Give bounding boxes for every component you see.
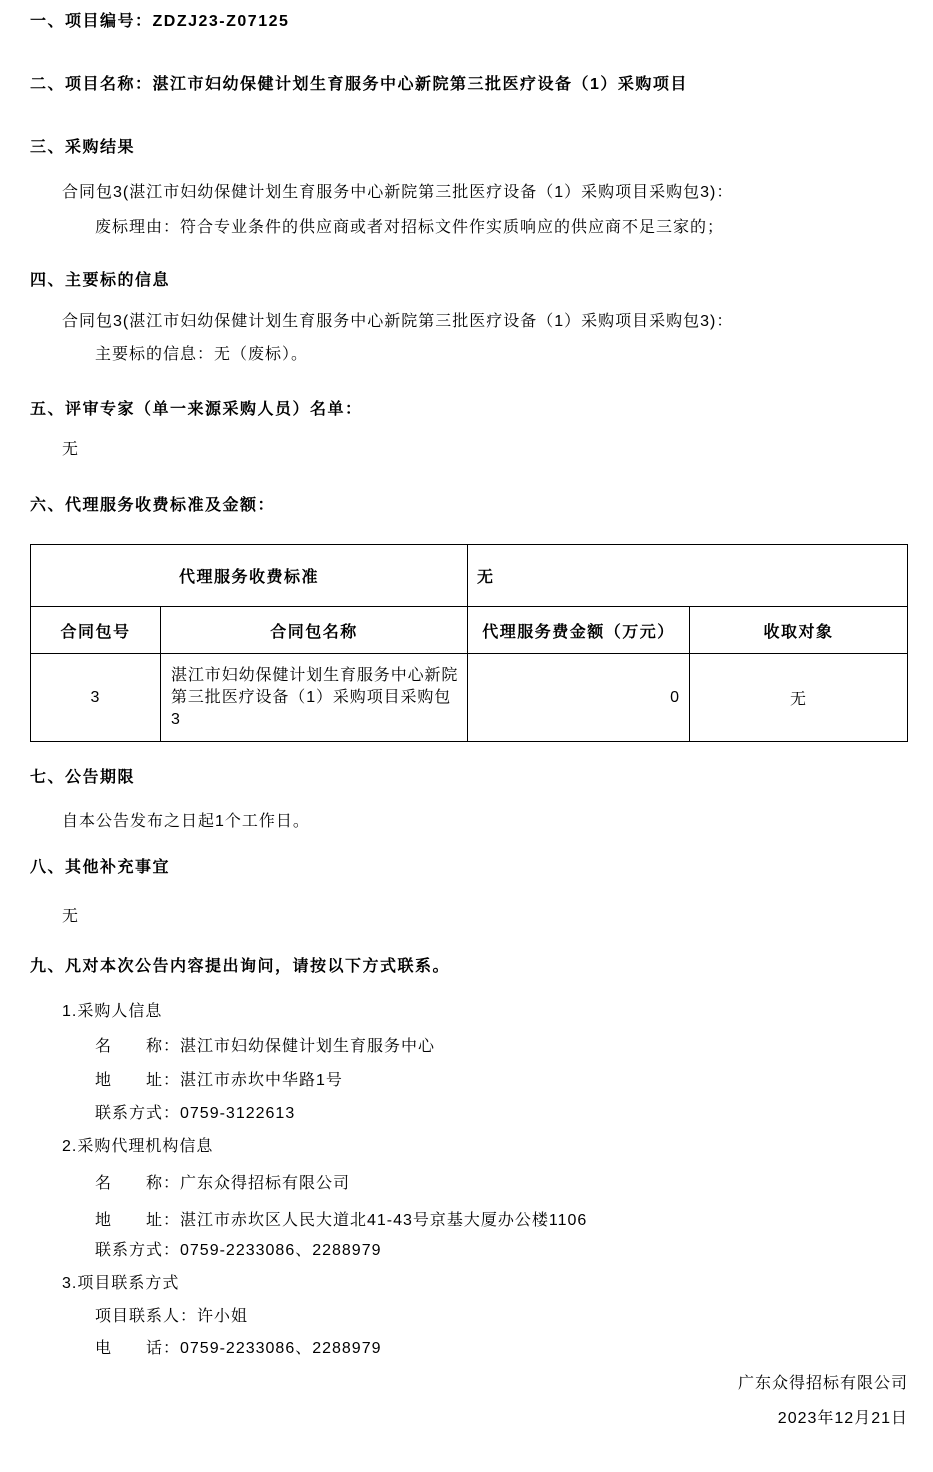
section-3-heading: 三、采购结果 bbox=[30, 139, 136, 156]
header-package-name: 合同包名称 bbox=[161, 607, 468, 654]
fee-standard-row bbox=[31, 545, 908, 607]
fee-table-header-row bbox=[31, 607, 908, 654]
project-contact-phone-line: 电 话：0759-2233086、2288979 bbox=[95, 1340, 382, 1357]
section-3-detail-line: 废标理由：符合专业条件的供应商或者对招标文件作实质响应的供应商不足三家的； bbox=[95, 219, 725, 236]
fee-table-data-row bbox=[31, 654, 908, 742]
fee-amount-cell: 0 bbox=[468, 654, 690, 742]
agency-name-line: 名 称：广东众得招标有限公司 bbox=[95, 1175, 351, 1192]
purchaser-info-title: 1.采购人信息 bbox=[62, 1003, 163, 1020]
section-6-heading: 六、代理服务收费标准及金额： bbox=[30, 497, 276, 514]
purchaser-contact-line: 联系方式：0759-3122613 bbox=[95, 1105, 296, 1122]
footer-organization: 广东众得招标有限公司 bbox=[737, 1375, 908, 1392]
agency-address-line: 地 址：湛江市赤坎区人民大道北41-43号京基大厦办公楼1106 bbox=[95, 1212, 588, 1229]
section-4-package-line: 合同包3(湛江市妇幼保健计划生育服务中心新院第三批医疗设备（1）采购项目采购包3)： bbox=[62, 313, 734, 330]
package-name-cell: 湛江市妇幼保健计划生育服务中心新院第三批医疗设备（1）采购项目采购包3 bbox=[161, 654, 468, 742]
fee-standard-value-cell: 无 bbox=[468, 545, 908, 607]
section-4-heading: 四、主要标的信息 bbox=[30, 272, 171, 289]
section-9-heading: 九、凡对本次公告内容提出询问，请按以下方式联系。 bbox=[30, 958, 451, 975]
section-8-content: 无 bbox=[62, 908, 80, 925]
project-contact-person-line: 项目联系人：许小姐 bbox=[95, 1308, 249, 1325]
section-4-detail-line: 主要标的信息：无（废标）。 bbox=[95, 346, 309, 363]
project-contact-title: 3.项目联系方式 bbox=[62, 1275, 180, 1292]
agency-fee-table bbox=[30, 544, 908, 742]
header-package-no: 合同包号 bbox=[31, 607, 161, 654]
section-2-heading: 二、项目名称：湛江市妇幼保健计划生育服务中心新院第三批医疗设备（1）采购项目 bbox=[30, 76, 688, 93]
purchaser-address-line: 地 址：湛江市赤坎中华路1号 bbox=[95, 1072, 343, 1089]
section-5-heading: 五、评审专家（单一来源采购人员）名单： bbox=[30, 401, 363, 418]
header-fee-amount: 代理服务费金额（万元） bbox=[468, 607, 690, 654]
section-5-content: 无 bbox=[62, 441, 80, 458]
section-7-content: 自本公告发布之日起1个工作日。 bbox=[62, 813, 310, 830]
section-3-package-line: 合同包3(湛江市妇幼保健计划生育服务中心新院第三批医疗设备（1）采购项目采购包3)： bbox=[62, 184, 734, 201]
agency-info-title: 2.采购代理机构信息 bbox=[62, 1138, 214, 1155]
footer-date: 2023年12月21日 bbox=[777, 1410, 908, 1427]
agency-contact-line: 联系方式：0759-2233086、2288979 bbox=[95, 1242, 382, 1259]
section-7-heading: 七、公告期限 bbox=[30, 769, 136, 786]
section-1-heading: 一、项目编号：ZDZJ23-Z07125 bbox=[30, 13, 290, 30]
charge-target-cell: 无 bbox=[690, 654, 908, 742]
package-no-cell: 3 bbox=[31, 654, 161, 742]
section-8-heading: 八、其他补充事宜 bbox=[30, 859, 171, 876]
purchaser-name-line: 名 称：湛江市妇幼保健计划生育服务中心 bbox=[95, 1038, 436, 1055]
fee-standard-label-cell: 代理服务收费标准 bbox=[31, 545, 468, 607]
header-charge-target: 收取对象 bbox=[690, 607, 908, 654]
